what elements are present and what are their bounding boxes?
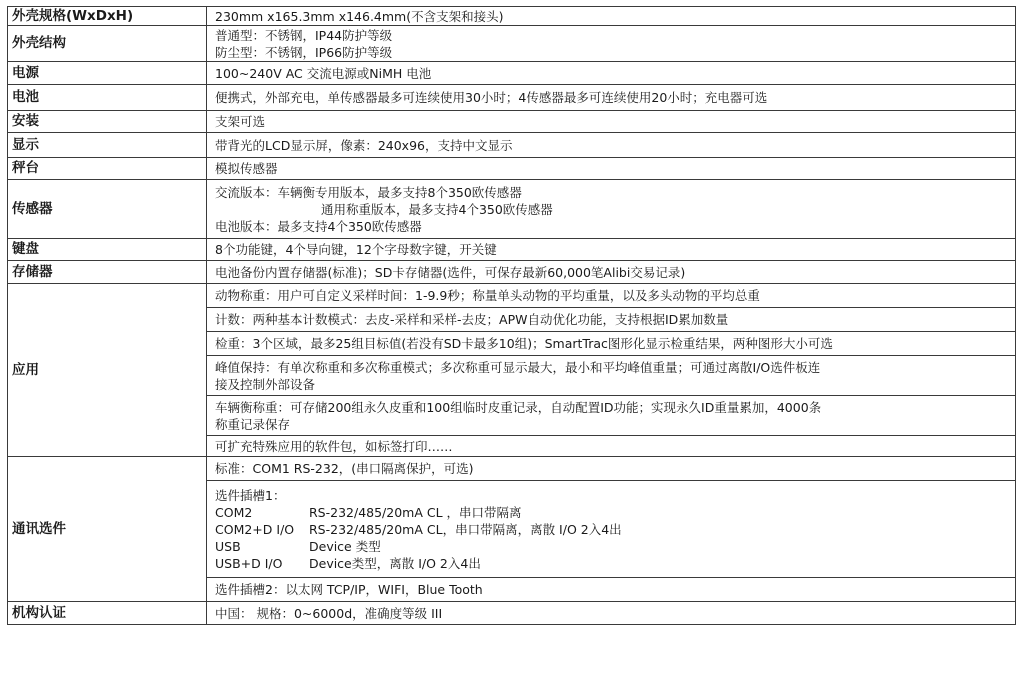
option-key: USB: [215, 538, 241, 554]
table-row: [8, 7, 1016, 26]
option-item: [215, 538, 1007, 555]
option-key: USB+D I/O: [215, 555, 283, 571]
row-label: 外壳规格(WxDxH): [8, 7, 207, 26]
table-row: [8, 85, 1016, 111]
row-value: 检重：3个区域，最多25组目标值(若没有SD卡最多10组)；SmartTrac图形化显示检重结果，两种图形大小可选: [207, 332, 1016, 356]
row-value: 便携式，外部充电，单传感器最多可连续使用30小时；4传感器最多可连续使用20小时；充电器可选: [207, 85, 1016, 111]
row-label: 显示: [8, 133, 207, 158]
row-value: 中国： 规格：0~6000d，准确度等级 III: [207, 602, 1016, 625]
row-label: 键盘: [8, 239, 207, 261]
table-row: [8, 261, 1016, 284]
value-line: 交流版本：车辆衡专用版本，最多支持8个350欧传感器: [215, 184, 522, 200]
row-label: 机构认证: [8, 602, 207, 625]
option-key: COM2: [215, 504, 253, 520]
table-row: [8, 133, 1016, 158]
row-value: 模拟传感器: [207, 158, 1016, 180]
table-row: [8, 239, 1016, 261]
row-value: [207, 481, 1016, 578]
option-value: RS-232/485/20mA CL，串口带隔离，离散 I/O 2入4出: [309, 521, 622, 537]
row-label: 电池: [8, 85, 207, 111]
row-label: 电源: [8, 62, 207, 85]
table-row: [8, 111, 1016, 133]
spec-table: [7, 6, 1016, 625]
value-line: 防尘型：不锈钢，IP66防护等级: [215, 44, 393, 60]
option-key: COM2+D I/O: [215, 521, 295, 537]
row-value: [207, 180, 1016, 239]
value-line: 选件插槽1：: [215, 487, 286, 503]
row-label: 通讯选件: [8, 457, 207, 602]
row-value: 230mm x165.3mm x146.4mm(不含支架和接头): [207, 7, 1016, 26]
row-label: 存储器: [8, 261, 207, 284]
row-value: 支架可选: [207, 111, 1016, 133]
row-value: 动物称重：用户可自定义采样时间：1-9.9秒；称量单头动物的平均重量，以及多头动物的平均总重: [207, 284, 1016, 308]
row-value: [207, 396, 1016, 436]
table-row: [8, 158, 1016, 180]
row-value: 电池备份内置存储器(标准)；SD卡存储器(选件，可保存最新60,000笔Alibi交易记录): [207, 261, 1016, 284]
value-line: 称重记录保存: [215, 416, 291, 432]
value-line: 车辆衡称重：可存储200组永久皮重和100组临时皮重记录，自动配置ID功能；实现永久ID重量累加，4000条: [215, 399, 822, 415]
value-line: 普通型：不锈钢，IP44防护等级: [215, 27, 393, 43]
row-value: 100~240V AC 交流电源或NiMH 电池: [207, 62, 1016, 85]
table-row: [8, 180, 1016, 239]
row-value: 可扩充特殊应用的软件包，如标签打印……: [207, 436, 1016, 457]
value-line: 通用称重版本，最多支持4个350欧传感器: [321, 201, 553, 217]
value-line: 电池版本：最多支持4个350欧传感器: [215, 218, 422, 234]
row-value: 8个功能键，4个导向键，12个字母数字键，开关键: [207, 239, 1016, 261]
table-row: [8, 602, 1016, 625]
option-item: [215, 555, 1007, 572]
row-value: 选件插槽2：以太网 TCP/IP，WIFI，Blue Tooth: [207, 578, 1016, 602]
option-value: Device 类型: [309, 538, 381, 554]
row-value: 带背光的LCD显示屏，像素：240x96，支持中文显示: [207, 133, 1016, 158]
table-row: [8, 457, 1016, 481]
option-value: Device类型，离散 I/O 2入4出: [309, 555, 481, 571]
option-item: [215, 521, 1007, 538]
table-row: [8, 62, 1016, 85]
row-value: 标准：COM1 RS-232，(串口隔离保护，可选): [207, 457, 1016, 481]
row-value: 计数：两种基本计数模式：去皮-采样和采样-去皮；APW自动优化功能，支持根据ID累加数量: [207, 308, 1016, 332]
table-row: [8, 26, 1016, 62]
row-label: 传感器: [8, 180, 207, 239]
option-item: [215, 504, 1007, 521]
row-label: 应用: [8, 284, 207, 457]
row-label: 安装: [8, 111, 207, 133]
table-row: [8, 284, 1016, 308]
value-line: 峰值保持：有单次称重和多次称重模式；多次称重可显示最大，最小和平均峰值重量；可通过离散I/O选件板连: [215, 359, 821, 375]
row-label: 外壳结构: [8, 26, 207, 62]
value-line: 接及控制外部设备: [215, 376, 316, 392]
row-label: 秤台: [8, 158, 207, 180]
row-value: [207, 26, 1016, 62]
option-value: RS-232/485/20mA CL ，串口带隔离: [309, 504, 522, 520]
row-value: [207, 356, 1016, 396]
